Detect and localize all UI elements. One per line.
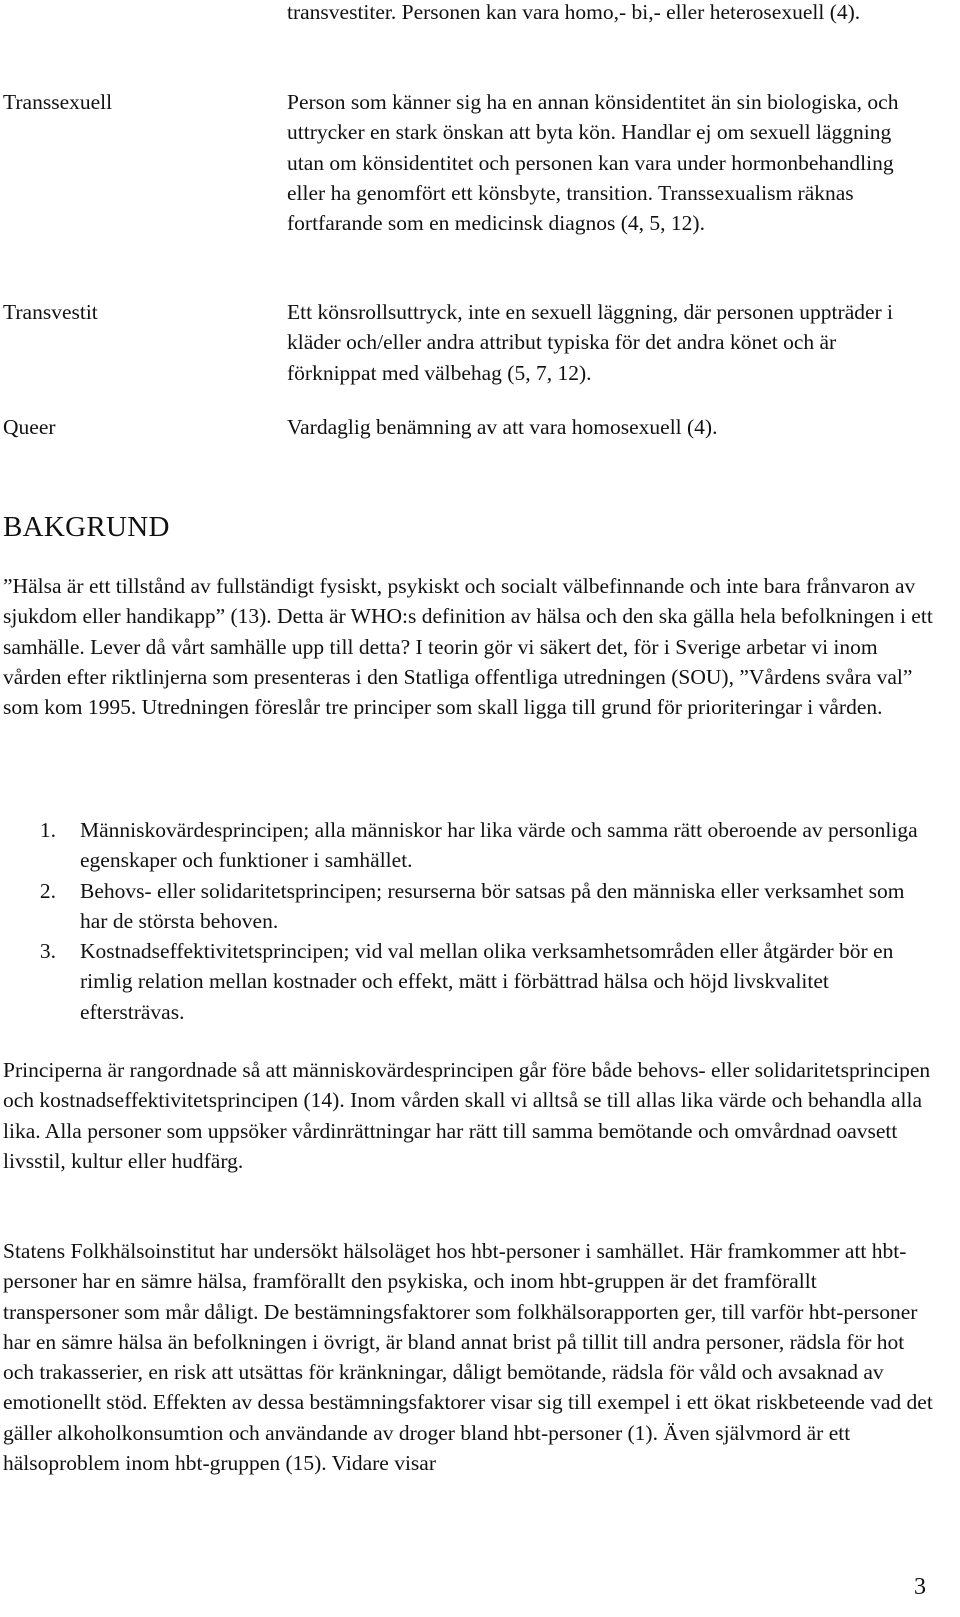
definition-term-transsexuell: Transsexuell xyxy=(3,90,113,114)
principles-paragraph: Principerna är rangordnade så att människovärdesprincipen går före både behovs- eller solidaritetsprincipen och kostnadseffektivitetsprincipen (14). Inom vården skall vi alltså se till allas lika värde och behandla alla lika. Alla personer som uppsöker vårdinrättningar har rätt till samma bemötande och omvårdnad oavsett livsstil, kultur eller hudfärg. xyxy=(3,1058,931,1173)
section-heading: BAKGRUND xyxy=(3,511,170,543)
list-item-text: Människovärdesprincipen; alla människor har lika värde och samma rätt oberoende av personliga egenskaper och funktioner i samhället. xyxy=(80,818,918,873)
definition-text-queer: Vardaglig benämning av att vara homosexuell (4). xyxy=(287,415,718,439)
intro-paragraph: ”Hälsa är ett tillstånd av fullständigt fysiskt, psykiskt och socialt välbefinnande och inte bara frånvaron av sjukdom eller handikapp” (13). Detta är WHO:s definition av hälsa och den ska gälla hela befolkningen i ett samhälle. Lever då vårt samhälle upp till detta? I teorin gör vi säkert det, för i Sverige arbetar vi inom vården efter riktlinjerna som presenteras i den Statliga offentliga utredningen (SOU), ”Vårdens svåra val” som kom 1995. Utredningen föreslår tre principer som skall ligga till grund för prioriteringar i vården. xyxy=(3,574,933,720)
definition-text-transsexuell: Person som känner sig ha en annan könsidentitet än sin biologiska, och uttrycker en stark önskan att byta kön. Handlar ej om sexuell läggning utan om könsidentitet och personen kan vara under hormonbehandling eller ha genomfört ett könsbyte, transition. Transsexualism räknas fortfarande som en medicinsk diagnos (4, 5, 12). xyxy=(287,90,899,236)
list-item-text: Kostnadseffektivitetsprincipen; vid val mellan olika verksamhetsområden eller åtgärder bör en rimlig relation mellan kostnader och effekt, mätt i förbättrad hälsa och höjd livskvalitet eftersträvas. xyxy=(80,939,894,1024)
list-item xyxy=(0,815,930,876)
principles-list xyxy=(0,815,930,1027)
definition-term-transvestit: Transvestit xyxy=(3,300,98,324)
list-item-text: Behovs- eller solidaritetsprincipen; resurserna bör satsas på den människa eller verksamhet som har de största behoven. xyxy=(80,878,905,933)
list-item-number: 1. xyxy=(39,818,56,842)
definition-text-transvestit: Ett könsrollsuttryck, inte en sexuell läggning, där personen uppträder i kläder och/eller andra attribut typiska för det andra könet och är förknippat med välbehag (5, 7, 12). xyxy=(287,300,894,385)
list-item xyxy=(0,876,930,937)
page-number: 3 xyxy=(914,1574,926,1600)
definition-term-queer: Queer xyxy=(3,415,56,439)
fhi-paragraph: Statens Folkhälsoinstitut har undersökt hälsoläget hos hbt-personer i samhället. Här framkommer att hbt-personer har en sämre hälsa, framförallt den psykiska, och inom hbt-gruppen är det framförallt transpersoner som mår dåligt. De bestämningsfaktorer som folkhälsorapporten ger, till varför hbt-personer har en sämre hälsa än befolkningen i övrigt, är bland annat brist på tillit till andra personer, rädsla för hot och trakasserier, en risk att utsättas för kränkningar, dåligt bemötande, rädsla för våld och avsaknad av emotionellt stöd. Effekten av dessa bestämningsfaktorer visar sig till exempel i ett ökat riskbeteende vad det gäller alkoholkonsumtion och användande av droger bland hbt-personer (1). Även självmord är ett hälsoproblem inom hbt-gruppen (15). Vidare visar xyxy=(3,1239,933,1476)
list-item xyxy=(0,936,930,1027)
definition-continuation-text: transvestiter. Personen kan vara homo,- bi,- eller heterosexuell (4). xyxy=(287,0,861,24)
list-item-number: 3. xyxy=(39,939,56,964)
list-item-number: 2. xyxy=(39,878,56,903)
